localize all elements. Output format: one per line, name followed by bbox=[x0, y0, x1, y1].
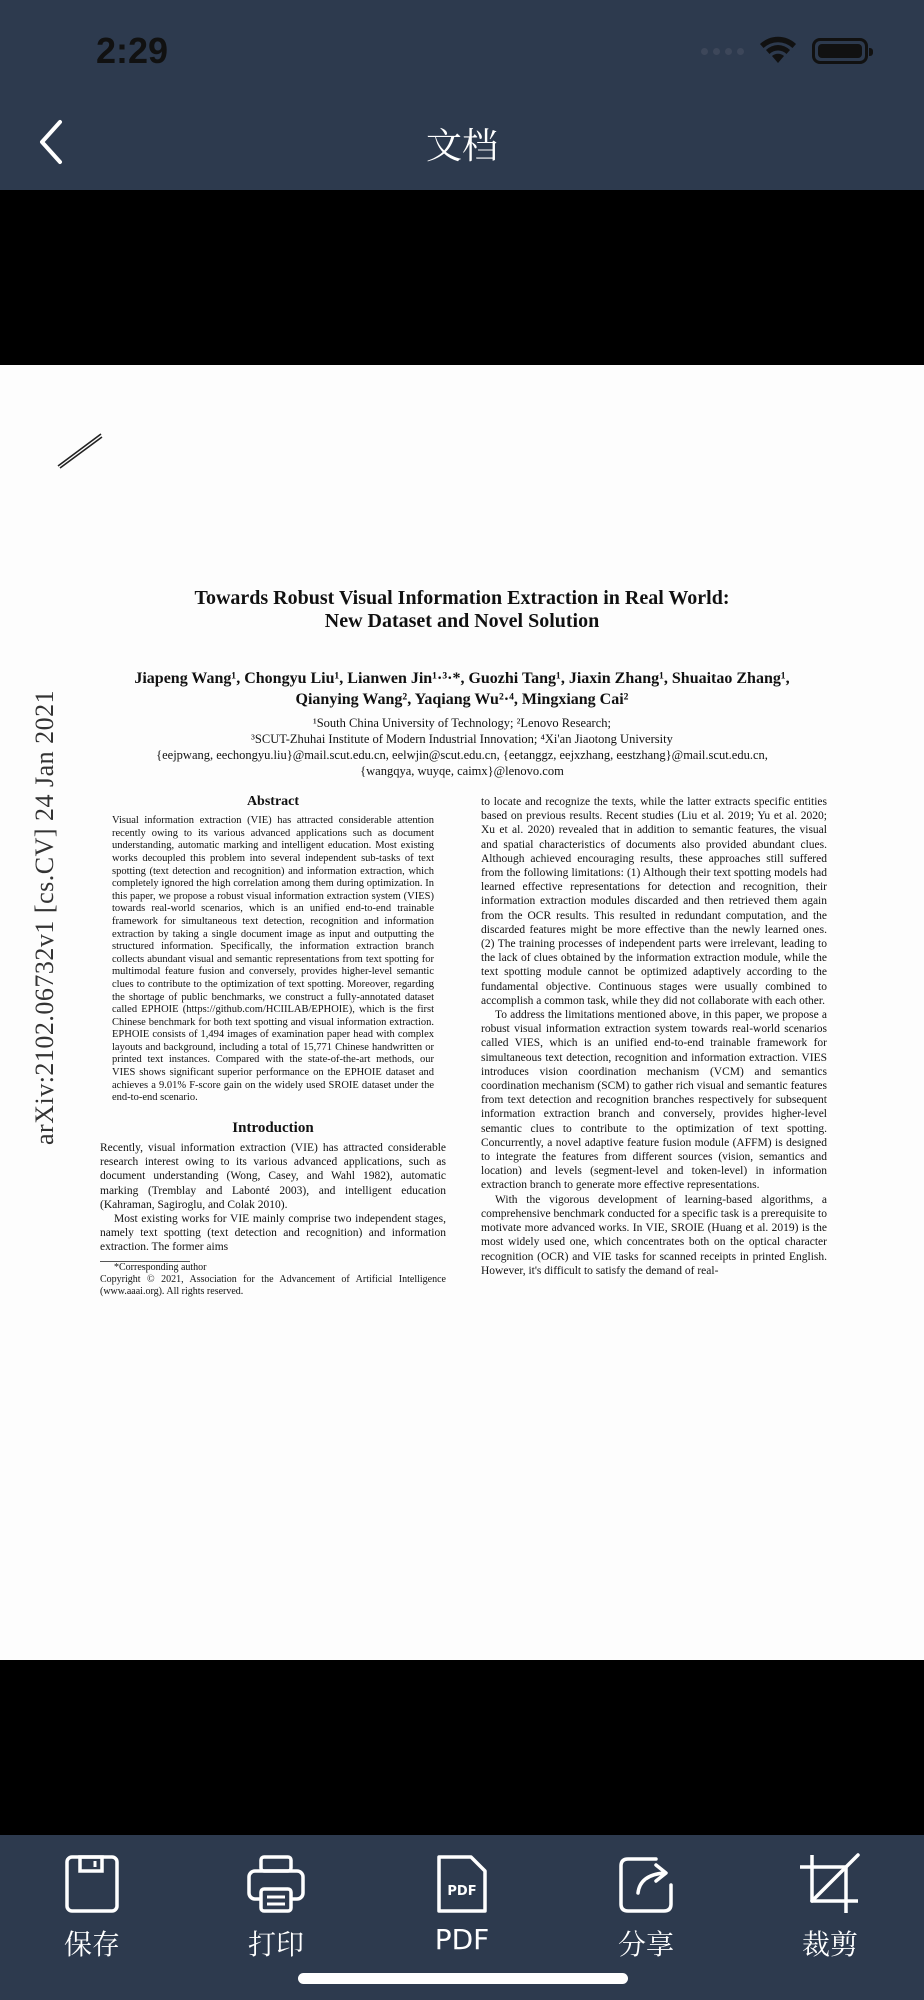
paper-title-line1: Towards Robust Visual Information Extraction in Real World: bbox=[194, 587, 730, 609]
affil-line2: ³SCUT-Zhuhai Institute of Modern Industrial Innovation; ⁴Xi'an Jiaotong University bbox=[251, 732, 673, 746]
wifi-icon bbox=[758, 36, 798, 66]
abstract-heading: Abstract bbox=[246, 794, 300, 809]
arxiv-identifier: arXiv:2102.06732v1 [cs.CV] 24 Jan 2021 bbox=[30, 689, 59, 1145]
right-column bbox=[481, 795, 827, 1278]
pdf-button[interactable] bbox=[402, 1853, 522, 1973]
pdf-icon-text: PDF bbox=[447, 1884, 477, 1899]
share-button[interactable] bbox=[586, 1853, 706, 1973]
crop-button[interactable] bbox=[770, 1853, 890, 1973]
abstract-text: Visual information extraction (VIE) has attracted considerable attention recently owing to its various advanced applications such as document understanding, automatic marking and intelligent education. Most existing works decoupled this problem into several independent sub-tasks of text spotting (text detection and recognition) and information extraction, which completely ignored the high correlation among them during optimization. In this paper, we propose a robust visual information extraction system (VIES) towards real-world scenarios, which is an unified end-to-end trainable framework for simultaneous text detection, recognition and information extraction by taking a single document image as input and outputting the structured information. Specifically, the information extraction branch collects abundant visual and semantic representations from text spotting for multimodal feature fusion and conversely, provides higher-level semantic clues to contribute to the optimization of text spotting. Moreover, regarding the shortage of public benchmarks, we construct a fully-annotated dataset called EPHOIE (https://github.com/HCIILAB/EPHOIE), which is the first Chinese benchmark for both text spotting and visual information extraction. EPHOIE consists of 1,494 images of examination paper head with complex layouts and background, including a total of 15,771 Chinese handwritten or printed text instances. Compared with the state-of-the-art methods, our VIES shows significant superior performance on the EPHOIE dataset and achieves a 9.01% F-score gain on the widely used SROIE dataset under the end-to-end scenario. bbox=[112, 815, 434, 1104]
right-paragraph-3: With the vigorous development of learning-based algorithms, a comprehensive benchmark conducted for a specific task is a prerequisite to motivate more advanced works. In VIE, SROIE (Huang et al. 2019) is the most widely used one, which concentrates both on the optical character recognition (OCR) and VIE tasks for scanned receipts in printed English. However, it's difficult to satisfy the demand of real- bbox=[481, 1193, 827, 1277]
paper-affiliations bbox=[60, 715, 864, 779]
signal-icon bbox=[701, 48, 744, 55]
share-label: 分享 bbox=[617, 1928, 674, 1961]
paper-authors bbox=[60, 668, 864, 710]
affil-line1: ¹South China University of Technology; ²Lenovo Research; bbox=[312, 716, 611, 730]
crop-label: 裁剪 bbox=[801, 1928, 858, 1961]
top-bar bbox=[0, 0, 924, 190]
document-page[interactable] bbox=[0, 365, 924, 1660]
right-paragraph-1: to locate and recognize the texts, while the latter extracts specific entities based on previous results. Recent studies (Liu et al. 2019; Yu et al. 2020; Xu et al. 2020) revealed that in addition to semantic features, the visual and spatial characteristics of documents also provided abundant clues. Although achieved encouraging results, these approaches still suffered from the following limitations: (1) Although their text spotting models had learned effective representations for detection and recognition, their information extraction modules discarded and then retrieved them again from the OCR results. This resulted in redundant computation, and the discarded features might be more effective than the newly learned ones. (2) The training processes of independent parts were irrelevant, leading to the lack of clues obtained by the information extraction module, while the text spotting module cannot be optimized adaptively according to the fundamental objective. Continuous stages were usually combined to accomplish a common task, while they did not collaborate with each other. bbox=[481, 796, 827, 1007]
footnote-copyright: Copyright © 2021, Association for the Advancement of Artificial Intelligence (www.aaai.org). All rights reserved. bbox=[100, 1273, 446, 1297]
printer-icon bbox=[245, 1853, 307, 1915]
left-column bbox=[100, 795, 446, 1298]
paper-title bbox=[0, 587, 924, 633]
battery-icon bbox=[812, 38, 868, 64]
status-time: 2:29 bbox=[96, 30, 169, 71]
right-paragraph-2: To address the limitations mentioned above, in this paper, we propose a robust visual information extraction system towards real-world scenarios called VIES, which is an unified end-to-end trainable framework for simultaneous text detection, recognition and information extraction. VIES introduces vision coordination mechanism (VCM) and semantics coordination mechanism (SCM) to gather rich visual and semantic features from text detection and recognition branches respectively for subsequent information extraction branch and conversely, provides higher-level semantic clues to contribute to the optimization of text spotting. Concurrently, a novel adaptive feature fusion module (AFFM) is designed to integrate the features from different sources (vision, semantics and location) and levels (segment-level and token-level) in information extraction branch to generate more effective representations. bbox=[481, 1009, 827, 1192]
print-button[interactable] bbox=[216, 1853, 336, 1973]
save-button[interactable] bbox=[32, 1853, 152, 1973]
intro-heading: Introduction bbox=[232, 1119, 314, 1136]
authors-line1: Jiapeng Wang¹, Chongyu Liu¹, Lianwen Jin¹·³·*, Guozhi Tang¹, Jiaxin Zhang¹, Shuaitao Zhang¹, bbox=[134, 670, 790, 687]
save-label: 保存 bbox=[63, 1928, 120, 1961]
pdf-icon bbox=[435, 1853, 489, 1915]
pen-mark bbox=[55, 430, 105, 470]
crop-icon bbox=[798, 1853, 862, 1915]
paper-title-line2: New Dataset and Novel Solution bbox=[324, 610, 600, 632]
home-indicator[interactable] bbox=[298, 1973, 628, 1984]
footnote-corresponding: *Corresponding author bbox=[114, 1261, 207, 1273]
affil-line4: {wangqya, wuyqe, caimx}@lenovo.com bbox=[360, 764, 564, 778]
save-icon bbox=[63, 1853, 121, 1915]
affil-line3: {eejpwang, eechongyu.liu}@mail.scut.edu.cn, eelwjin@scut.edu.cn, {eetanggz, eejxzhang, eestzhang}@mail.scut.edu.cn, bbox=[156, 748, 768, 762]
share-icon bbox=[616, 1853, 676, 1915]
nav-title: 文档 bbox=[425, 126, 498, 167]
intro-paragraph-1: Recently, visual information extraction (VIE) has attracted considerable research interest owing to its various advanced applications, such as document understanding (Wong, Casey, and Wahl 1982), automatic marking (Tremblay and Labonté 2003), and intelligent education (Kahraman, Sagiroglu, and Colak 2010). bbox=[100, 1142, 446, 1211]
print-label: 打印 bbox=[247, 1928, 304, 1961]
intro-paragraph-2: Most existing works for VIE mainly comprise two independent stages, namely text spotting (text detection and recognition) and information extraction. The former aims bbox=[100, 1213, 446, 1254]
authors-line2: Qianying Wang², Yaqiang Wu²·⁴, Mingxiang Cai² bbox=[295, 691, 629, 708]
status-icons bbox=[701, 36, 868, 66]
pdf-label: PDF bbox=[434, 1923, 490, 1956]
